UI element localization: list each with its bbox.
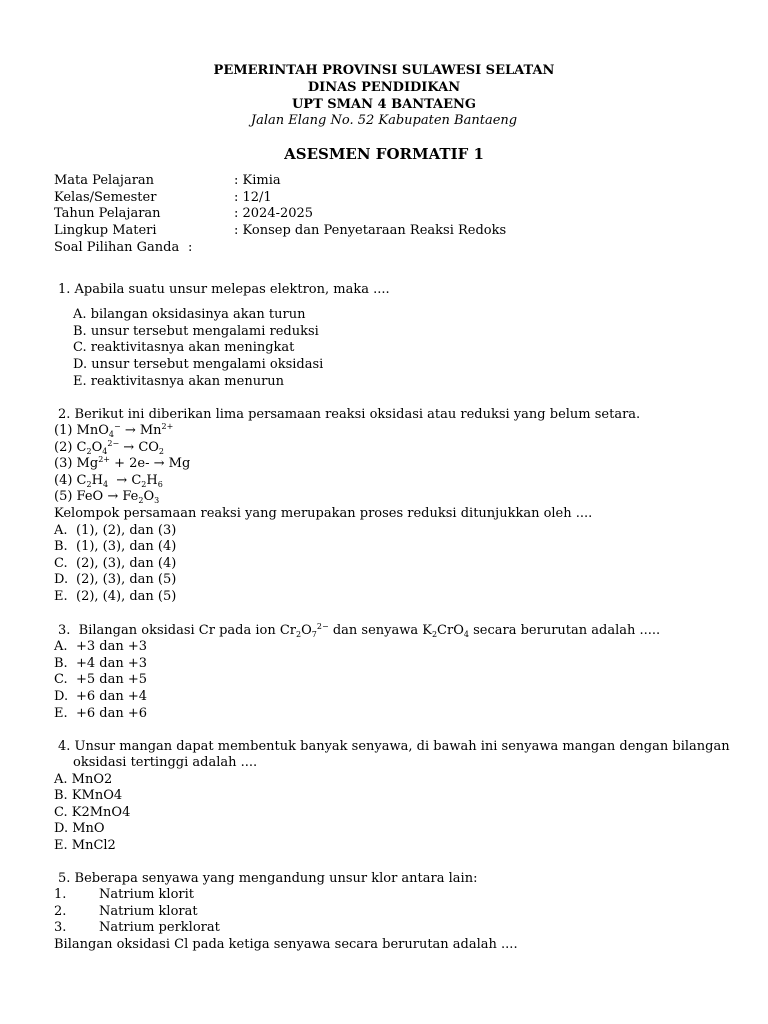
reaction-4: (4) $C_2H_4 \to C_2H_6$ [54,473,163,489]
question-2-option-c: C. (2), (3), dan (4) [54,556,177,571]
question-4-text: 4. Unsur mangan dapat membentuk banyak senyawa, di bawah ini senyawa mangan dengan bilangan [58,739,730,754]
question-1-option-d: D. unsur tersebut mengalami oksidasi [73,357,324,372]
question-3-option-e: E. +6 dan +6 [54,706,148,721]
info-label: Soal Pilihan Ganda [54,240,180,255]
question-4-option-e: E. MnCl2 [54,838,116,853]
reaction-3: (3) $Mg^{2+} + 2e- \to Mg$ [54,455,191,471]
question-1-option-a: A. bilangan oksidasinya akan turun [73,307,306,322]
header-government: PEMERINTAH PROVINSI SULAWESI SELATAN [213,63,555,78]
question-3-text: 3. Bilangan oksidasi Cr pada ion $Cr_2O_7^{2-}$ dan senyawa $K_2CrO_4$ secara berurutan adalah ..... [58,622,661,639]
info-value: : [188,240,193,255]
info-label: Mata Pelajaran [54,173,155,188]
question-4-option-b: B. KMnO4 [54,788,123,803]
header-department: DINAS PENDIDIKAN [307,80,461,95]
question-3-option-a: A. +3 dan +3 [54,639,148,654]
question-4-text-cont: oksidasi tertinggi adalah .... [73,755,258,770]
question-5-text: 5. Beberapa senyawa yang mengandung unsur klor antara lain: [58,871,478,886]
reaction-1: (1) $MnO_4^- \to Mn^{2+}$ [54,422,174,439]
question-2-option-b: B. (1), (3), dan (4) [54,539,177,554]
question-2-text: 2. Berikut ini diberikan lima persamaan reaksi oksidasi atau reduksi yang belum setara. [58,407,641,422]
question-1-option-e: E. reaktivitasnya akan menurun [73,374,285,389]
question-5-prompt: Bilangan oksidasi Cl pada ketiga senyawa secara berurutan adalah .... [54,937,518,952]
info-value: : 2024-2025 [234,206,314,221]
question-4-option-d: D. MnO [54,821,105,836]
question-2-option-e: E. (2), (4), dan (5) [54,589,177,604]
question-3-option-d: D. +6 dan +4 [54,689,148,704]
question-2-option-a: A. (1), (2), dan (3) [54,523,177,538]
question-4-option-a: A. MnO2 [54,772,113,787]
question-5-item-1: 1. Natrium klorit [54,887,195,902]
question-1-text: 1. Apabila suatu unsur melepas elektron, maka .... [58,282,390,297]
info-label: Lingkup Materi [54,223,157,238]
question-1-option-b: B. unsur tersebut mengalami reduksi [73,324,319,339]
info-label: Tahun Pelajaran [54,206,161,221]
question-2-option-d: D. (2), (3), dan (5) [54,572,177,587]
info-value: : Kimia [234,173,281,188]
page-title: ASESMEN FORMATIF 1 [284,145,484,163]
question-1-option-c: C. reaktivitasnya akan meningkat [73,340,295,355]
question-3-option-b: B. +4 dan +3 [54,656,148,671]
info-value: : Konsep dan Penyetaraan Reaksi Redoks [234,223,507,238]
header-address: Jalan Elang No. 52 Kabupaten Bantaeng [250,113,518,128]
info-label: Kelas/Semester [54,190,157,205]
reaction-2: (2) $C_2O_4^{2-} \to CO_2$ [54,439,165,456]
header-school: UPT SMAN 4 BANTAENG [291,97,477,112]
question-2-prompt: Kelompok persamaan reaksi yang merupakan proses reduksi ditunjukkan oleh .... [54,506,593,521]
info-value: : 12/1 [234,190,272,205]
question-5-item-3: 3. Natrium perklorat [54,920,220,935]
question-3-option-c: C. +5 dan +5 [54,672,148,687]
reaction-5: (5) FeO → $Fe_2O_3$ [54,489,160,505]
question-4-option-c: C. K2MnO4 [54,805,131,820]
question-5-item-2: 2. Natrium klorat [54,904,198,919]
